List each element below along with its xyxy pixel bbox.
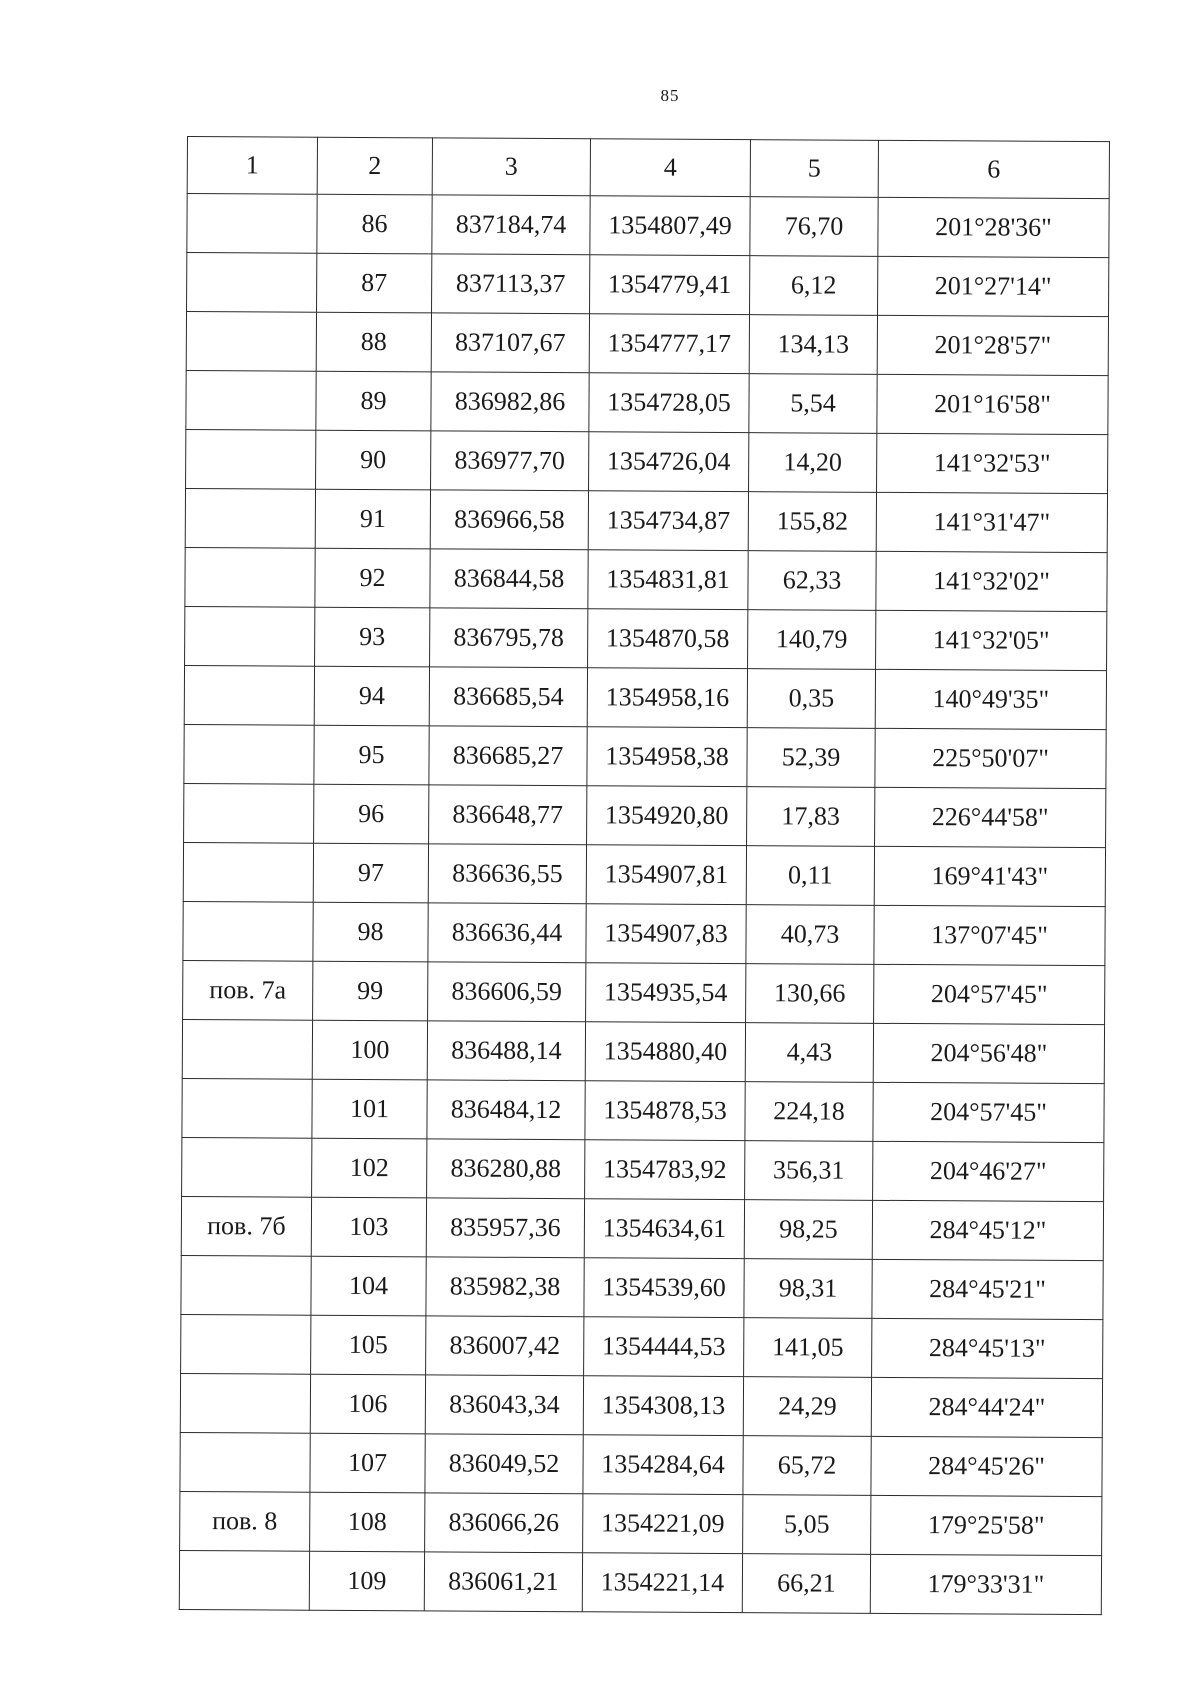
- distance-cell: 52,39: [747, 728, 875, 788]
- x-coordinate-cell: 836844,58: [430, 549, 588, 609]
- table-row: [183, 901, 1105, 965]
- y-coordinate-cell: 1354958,16: [587, 668, 747, 728]
- y-coordinate-cell: 1354634,61: [584, 1199, 744, 1259]
- distance-cell: 66,21: [742, 1554, 870, 1614]
- turn-label-cell: [186, 429, 316, 489]
- bearing-cell: 284°45'21": [872, 1259, 1103, 1319]
- turn-label-cell: [180, 1373, 310, 1433]
- distance-cell: 134,13: [749, 315, 877, 375]
- y-coordinate-cell: 1354221,09: [583, 1494, 743, 1554]
- y-coordinate-cell: 1354880,40: [585, 1022, 745, 1082]
- turn-label-cell: пов. 7а: [183, 960, 313, 1020]
- column-header: 6: [878, 140, 1109, 198]
- x-coordinate-cell: 836043,34: [425, 1375, 583, 1435]
- y-coordinate-cell: 1354831,81: [588, 550, 748, 610]
- table-row: [182, 1137, 1104, 1201]
- x-coordinate-cell: 836982,86: [431, 372, 589, 432]
- y-coordinate-cell: 1354726,04: [589, 432, 749, 492]
- x-coordinate-cell: 836280,88: [427, 1139, 585, 1199]
- point-number-cell: 88: [316, 312, 431, 372]
- point-number-cell: 93: [315, 607, 430, 667]
- table-row: [185, 488, 1107, 552]
- y-coordinate-cell: 1354783,92: [585, 1140, 745, 1200]
- bearing-cell: 284°45'13": [872, 1318, 1103, 1378]
- x-coordinate-cell: 836488,14: [427, 1021, 585, 1081]
- table-row: [187, 194, 1109, 258]
- turn-label-cell: [179, 1550, 309, 1610]
- table-row: [181, 1314, 1103, 1378]
- turn-label-cell: [183, 842, 313, 902]
- bearing-cell: 141°32'53": [877, 433, 1108, 493]
- distance-cell: 5,54: [749, 374, 877, 434]
- table-row: [184, 783, 1106, 847]
- bearing-cell: 284°44'24": [871, 1377, 1102, 1437]
- x-coordinate-cell: 836049,52: [425, 1434, 583, 1494]
- y-coordinate-cell: 1354935,54: [586, 963, 746, 1023]
- y-coordinate-cell: 1354779,41: [590, 255, 750, 315]
- bearing-cell: 204°46'27": [873, 1141, 1104, 1201]
- y-coordinate-cell: 1354734,87: [588, 491, 748, 551]
- point-number-cell: 104: [311, 1256, 426, 1316]
- distance-cell: 17,83: [747, 787, 875, 847]
- point-number-cell: 94: [314, 666, 429, 726]
- point-number-cell: 106: [310, 1374, 425, 1434]
- distance-cell: 98,25: [744, 1200, 872, 1260]
- table-body: [179, 137, 1109, 1615]
- table-row: [186, 370, 1108, 434]
- y-coordinate-cell: 1354878,53: [585, 1081, 745, 1141]
- bearing-cell: 225°50'07": [875, 728, 1106, 788]
- point-number-cell: 95: [314, 725, 429, 785]
- x-coordinate-cell: 836685,27: [429, 726, 587, 786]
- bearing-cell: 284°45'26": [871, 1436, 1102, 1496]
- y-coordinate-cell: 1354308,13: [583, 1376, 743, 1436]
- distance-cell: 155,82: [748, 492, 876, 552]
- point-number-cell: 99: [313, 961, 428, 1021]
- table-row: [180, 1373, 1102, 1437]
- distance-cell: 356,31: [745, 1141, 873, 1201]
- turn-label-cell: [182, 1078, 312, 1138]
- y-coordinate-cell: 1354284,64: [583, 1435, 743, 1495]
- turn-label-cell: [185, 488, 315, 548]
- x-coordinate-cell: 836007,42: [426, 1316, 584, 1376]
- column-header: 2: [317, 137, 432, 195]
- distance-cell: 4,43: [745, 1023, 873, 1083]
- turn-label-cell: [181, 1255, 311, 1315]
- bearing-cell: 201°27'14": [878, 256, 1109, 316]
- bearing-cell: 226°44'58": [875, 787, 1106, 847]
- x-coordinate-cell: 837113,37: [432, 254, 590, 314]
- turn-label-cell: [187, 194, 317, 254]
- turn-label-cell: [185, 547, 315, 607]
- coordinates-table-container: [179, 136, 1109, 1615]
- point-number-cell: 109: [309, 1551, 424, 1611]
- x-coordinate-cell: 836066,26: [425, 1493, 583, 1553]
- bearing-cell: 201°28'57": [877, 315, 1108, 375]
- x-coordinate-cell: 837107,67: [431, 313, 589, 373]
- x-coordinate-cell: 836636,55: [428, 844, 586, 904]
- y-coordinate-cell: 1354807,49: [590, 196, 750, 256]
- distance-cell: 40,73: [746, 905, 874, 965]
- bearing-cell: 141°32'02": [876, 551, 1107, 611]
- column-header: 3: [432, 138, 590, 196]
- y-coordinate-cell: 1354958,38: [587, 727, 747, 787]
- x-coordinate-cell: 836648,77: [429, 785, 587, 845]
- turn-label-cell: пов. 7б: [181, 1196, 311, 1256]
- y-coordinate-cell: 1354539,60: [584, 1258, 744, 1318]
- x-coordinate-cell: 836966,58: [430, 490, 588, 550]
- turn-label-cell: [187, 253, 317, 313]
- point-number-cell: 107: [310, 1433, 425, 1493]
- coordinates-table: [179, 136, 1110, 1615]
- x-coordinate-cell: 835982,38: [426, 1257, 584, 1317]
- turn-label-cell: [182, 1137, 312, 1197]
- table-row: [181, 1255, 1103, 1319]
- point-number-cell: 105: [311, 1315, 426, 1375]
- table-row: [181, 1196, 1103, 1260]
- x-coordinate-cell: 836484,12: [427, 1080, 585, 1140]
- bearing-cell: 179°33'31": [870, 1554, 1101, 1614]
- y-coordinate-cell: 1354920,80: [587, 786, 747, 846]
- y-coordinate-cell: 1354444,53: [584, 1317, 744, 1377]
- turn-label-cell: [182, 1019, 312, 1079]
- table-row: [182, 1078, 1104, 1142]
- distance-cell: 62,33: [748, 551, 876, 611]
- distance-cell: 141,05: [744, 1318, 872, 1378]
- turn-label-cell: [184, 665, 314, 725]
- turn-label-cell: [181, 1314, 311, 1374]
- table-row: [180, 1432, 1102, 1496]
- distance-cell: 5,05: [743, 1495, 871, 1555]
- point-number-cell: 98: [313, 902, 428, 962]
- x-coordinate-cell: 837184,74: [432, 195, 590, 255]
- y-coordinate-cell: 1354870,58: [588, 609, 748, 669]
- point-number-cell: 97: [313, 843, 428, 903]
- point-number-cell: 102: [312, 1138, 427, 1198]
- turn-label-cell: [186, 370, 316, 430]
- bearing-cell: 137°07'45": [874, 905, 1105, 965]
- turn-label-cell: [184, 783, 314, 843]
- point-number-cell: 89: [316, 371, 431, 431]
- distance-cell: 65,72: [743, 1436, 871, 1496]
- table-row: [185, 547, 1107, 611]
- table-row: [183, 842, 1105, 906]
- distance-cell: 140,79: [748, 610, 876, 670]
- x-coordinate-cell: 836636,44: [428, 903, 586, 963]
- table-row: [187, 253, 1109, 317]
- bearing-cell: 141°32'05": [876, 610, 1107, 670]
- turn-label-cell: [185, 606, 315, 666]
- bearing-cell: 201°16'58": [877, 374, 1108, 434]
- point-number-cell: 91: [315, 489, 430, 549]
- x-coordinate-cell: 835957,36: [426, 1198, 584, 1258]
- table-row: [186, 312, 1108, 376]
- bearing-cell: 140°49'35": [875, 669, 1106, 729]
- table-header-row: [187, 137, 1109, 199]
- point-number-cell: 90: [316, 430, 431, 490]
- table-row: [186, 429, 1108, 493]
- turn-label-cell: пов. 8: [180, 1491, 310, 1551]
- turn-label-cell: [180, 1432, 310, 1492]
- table-row: [185, 606, 1107, 670]
- table-row: [180, 1491, 1102, 1555]
- turn-label-cell: [186, 312, 316, 372]
- point-number-cell: 87: [317, 253, 432, 313]
- bearing-cell: 201°28'36": [878, 197, 1109, 257]
- table-row: [184, 665, 1106, 729]
- distance-cell: 6,12: [750, 256, 878, 316]
- bearing-cell: 169°41'43": [874, 846, 1105, 906]
- column-header: 4: [590, 139, 750, 197]
- x-coordinate-cell: 836685,54: [429, 667, 587, 727]
- distance-cell: 130,66: [746, 964, 874, 1024]
- bearing-cell: 204°57'45": [873, 1082, 1104, 1142]
- bearing-cell: 204°57'45": [874, 964, 1105, 1024]
- column-header: 1: [187, 137, 317, 195]
- table-row: [183, 960, 1105, 1024]
- bearing-cell: 204°56'48": [873, 1023, 1104, 1083]
- point-number-cell: 96: [314, 784, 429, 844]
- column-header: 5: [750, 140, 878, 198]
- x-coordinate-cell: 836977,70: [431, 431, 589, 491]
- page-number: 85: [660, 86, 680, 105]
- distance-cell: 24,29: [743, 1377, 871, 1437]
- table-row: [184, 724, 1106, 788]
- x-coordinate-cell: 836061,21: [424, 1552, 582, 1612]
- y-coordinate-cell: 1354907,81: [586, 845, 746, 905]
- y-coordinate-cell: 1354221,14: [582, 1553, 742, 1613]
- distance-cell: 98,31: [744, 1259, 872, 1319]
- point-number-cell: 101: [312, 1079, 427, 1139]
- point-number-cell: 108: [310, 1492, 425, 1552]
- distance-cell: 76,70: [750, 197, 878, 257]
- bearing-cell: 141°31'47": [876, 492, 1107, 552]
- turn-label-cell: [184, 724, 314, 784]
- point-number-cell: 103: [311, 1197, 426, 1257]
- x-coordinate-cell: 836606,59: [428, 962, 586, 1022]
- distance-cell: 14,20: [749, 433, 877, 493]
- point-number-cell: 86: [317, 194, 432, 254]
- point-number-cell: 100: [312, 1020, 427, 1080]
- y-coordinate-cell: 1354907,83: [586, 904, 746, 964]
- x-coordinate-cell: 836795,78: [430, 608, 588, 668]
- turn-label-cell: [183, 901, 313, 961]
- table-row: [179, 1550, 1101, 1614]
- distance-cell: 224,18: [745, 1082, 873, 1142]
- distance-cell: 0,11: [746, 846, 874, 906]
- table-row: [182, 1019, 1104, 1083]
- distance-cell: 0,35: [747, 669, 875, 729]
- point-number-cell: 92: [315, 548, 430, 608]
- bearing-cell: 179°25'58": [871, 1495, 1102, 1555]
- y-coordinate-cell: 1354728,05: [589, 373, 749, 433]
- y-coordinate-cell: 1354777,17: [589, 314, 749, 374]
- bearing-cell: 284°45'12": [872, 1200, 1103, 1260]
